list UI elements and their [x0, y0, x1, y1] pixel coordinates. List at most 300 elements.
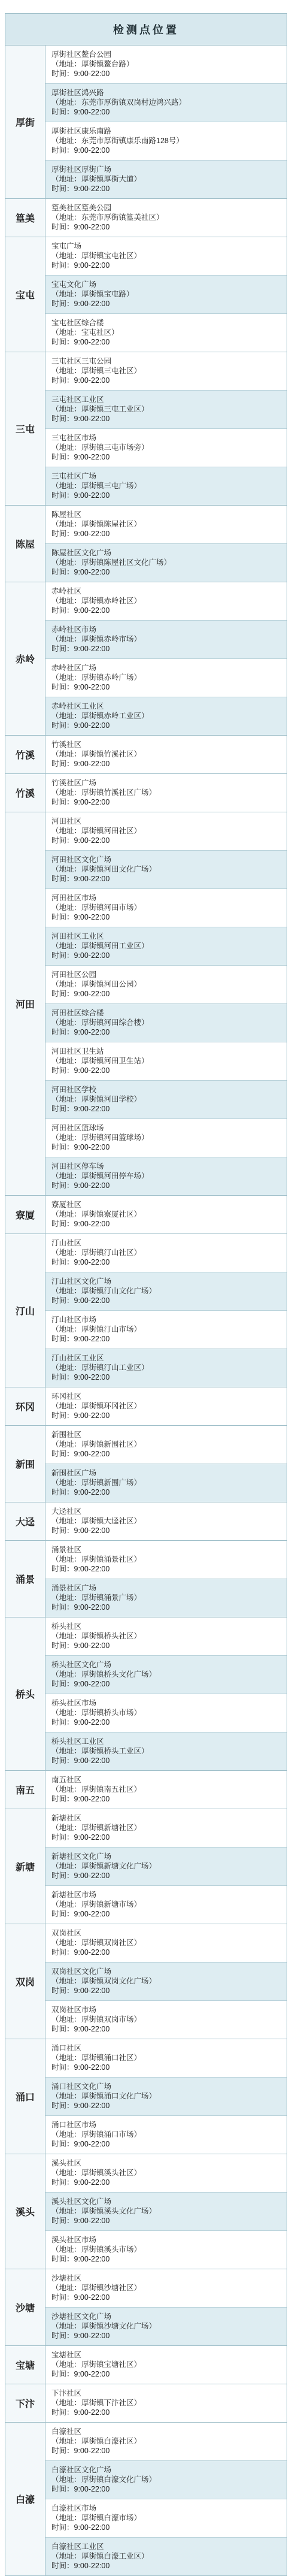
site-item [45, 851, 287, 889]
site-addr: （地址：厚街镇桥头文化广场） [51, 1670, 157, 1679]
site-name: 三屯社区广场 [51, 472, 97, 480]
town-row [5, 352, 287, 506]
site-addr: （地址：厚街镇新围广场） [51, 1479, 142, 1487]
site-name: 涌口社区 [51, 2044, 82, 2052]
site-time: 时间：9:00-22:00 [51, 2178, 110, 2187]
town-name: 白濠 [5, 2423, 45, 2575]
site-time: 时间：9:00-22:00 [51, 798, 110, 806]
site-name: 白濠社区 [51, 2427, 82, 2436]
town-grid [5, 46, 287, 2576]
site-addr: （地址：东莞市厚街镇篁美社区） [51, 213, 164, 222]
site-list [45, 2039, 287, 2154]
site-addr: （地址：厚街镇河田社区） [51, 827, 142, 835]
site-addr: （地址：厚街镇双岗市场） [51, 2015, 142, 2024]
site-name: 河田社区公园 [51, 970, 97, 979]
site-addr: （地址：厚街镇三屯市场旁） [51, 443, 149, 452]
site-addr: （地址：厚街镇白濠市场） [51, 2514, 142, 2522]
site-addr: （地址：厚街镇河田公园） [51, 980, 142, 988]
site-addr: （地址：厚街镇河田综合楼） [51, 1018, 149, 1027]
site-time: 时间：9:00-22:00 [51, 261, 110, 270]
site-item [45, 199, 287, 237]
site-name: 河田社区停车场 [51, 1162, 104, 1171]
site-addr: （地址：厚街镇新塘社区） [51, 1824, 142, 1832]
site-list [45, 237, 287, 352]
town-name: 桥头 [5, 1617, 45, 1770]
town-row [5, 774, 287, 812]
site-item [45, 2193, 287, 2231]
site-name: 河田社区市场 [51, 894, 97, 902]
site-addr: （地址：厚街镇赤岭广场） [51, 673, 142, 682]
site-item [45, 1656, 287, 1694]
site-addr: （地址：厚街镇沙塘社区） [51, 2284, 142, 2292]
site-item [45, 544, 287, 582]
site-addr: （地址：厚街镇竹溪社区） [51, 750, 142, 758]
site-item [45, 467, 287, 505]
site-item [45, 1733, 287, 1770]
site-time: 时间：9:00-22:00 [51, 1220, 110, 1228]
town-row [5, 2154, 287, 2269]
site-time: 时间：9:00-22:00 [51, 606, 110, 615]
site-addr: （地址：厚街镇河田学校） [51, 1095, 142, 1103]
town-row [5, 1809, 287, 1924]
site-name: 白濠社区工业区 [51, 2542, 104, 2551]
site-time: 时间：9:00-22:00 [51, 1258, 110, 1266]
site-time: 时间：9:00-22:00 [51, 1526, 110, 1535]
site-item [45, 391, 287, 429]
site-list [45, 812, 287, 1195]
site-time: 时间：9:00-22:00 [51, 453, 110, 461]
town-name: 竹溪 [5, 736, 45, 773]
town-name: 汀山 [5, 1234, 45, 1387]
site-name: 新塘社区市场 [51, 1891, 97, 1899]
site-item [45, 1157, 287, 1195]
site-name: 桥头社区市场 [51, 1699, 97, 1707]
site-addr: （地址：厚街镇宝屯社区） [51, 252, 142, 260]
site-item [45, 2078, 287, 2116]
site-name: 厚街社区康乐南路 [51, 127, 112, 135]
site-item [45, 2384, 287, 2422]
site-name: 新围社区广场 [51, 1469, 97, 1477]
site-item [45, 1502, 287, 1540]
site-name: 宝屯文化广场 [51, 280, 97, 289]
site-time: 时间：9:00-22:00 [51, 836, 110, 845]
site-time: 时间：9:00-22:00 [51, 69, 110, 78]
site-name: 汀山社区工业区 [51, 1354, 104, 1362]
site-item [45, 927, 287, 966]
site-time: 时间：9:00-22:00 [51, 760, 110, 768]
site-addr: （地址：厚街镇赤岭社区） [51, 597, 142, 605]
site-item [45, 314, 287, 352]
town-row [5, 237, 287, 352]
site-name: 双岗社区市场 [51, 2006, 97, 2014]
site-item [45, 2461, 287, 2499]
site-time: 时间：9:00-22:00 [51, 1181, 110, 1190]
site-name: 河田社区卫生站 [51, 1047, 104, 1056]
site-item [45, 736, 287, 773]
site-item [45, 161, 287, 198]
site-list [45, 1387, 287, 1425]
site-name: 竹溪社区广场 [51, 779, 97, 787]
site-time: 时间：9:00-22:00 [51, 1795, 110, 1803]
site-time: 时间：9:00-22:00 [51, 1488, 110, 1496]
site-item [45, 1426, 287, 1464]
site-time: 时间：9:00-22:00 [51, 913, 110, 921]
site-time: 时间：9:00-22:00 [51, 491, 110, 500]
site-time: 时间：9:00-22:00 [51, 530, 110, 538]
site-time: 时间：9:00-22:00 [51, 1450, 110, 1458]
site-addr: （地址：厚街镇三屯社区） [51, 367, 142, 375]
site-name: 双岗社区文化广场 [51, 1967, 112, 1976]
site-time: 时间：9:00-22:00 [51, 645, 110, 653]
site-time: 时间：9:00-22:00 [51, 1833, 110, 1842]
site-item [45, 1848, 287, 1886]
site-list [45, 1234, 287, 1387]
site-name: 涌口社区市场 [51, 2121, 97, 2129]
site-item [45, 1579, 287, 1617]
site-time: 时间：9:00-22:00 [51, 2025, 110, 2033]
site-addr: （地址：东莞市厚街镇康乐南路128号） [51, 137, 184, 145]
site-time: 时间：9:00-22:00 [51, 2217, 110, 2225]
site-item [45, 352, 287, 391]
site-name: 赤岭社区工业区 [51, 702, 104, 710]
town-row [5, 1387, 287, 1426]
site-time: 时间：9:00-22:00 [51, 146, 110, 155]
site-name: 三屯社区市场 [51, 434, 97, 442]
site-item [45, 1541, 287, 1579]
site-name: 沙塘社区文化广场 [51, 2312, 112, 2321]
site-name: 赤岭社区 [51, 587, 82, 595]
site-item [45, 1234, 287, 1272]
site-time: 时间：9:00-22:00 [51, 185, 110, 193]
site-name: 汀山社区文化广场 [51, 1277, 112, 1286]
site-name: 陈屋社区 [51, 510, 82, 519]
town-name: 涌景 [5, 1541, 45, 1617]
site-name: 汀山社区 [51, 1239, 82, 1247]
site-addr: （地址：厚街镇鳌台路） [51, 60, 134, 68]
site-time: 时间：9:00-22:00 [51, 1296, 110, 1305]
site-name: 篁美社区篁美公园 [51, 204, 112, 212]
site-list [45, 1196, 287, 1233]
town-name: 河田 [5, 812, 45, 1195]
town-name: 沙塘 [5, 2269, 45, 2345]
site-time: 时间：9:00-22:00 [51, 1373, 110, 1381]
site-time: 时间：9:00-22:00 [51, 2293, 110, 2302]
site-addr: （地址：厚街镇汀山市场） [51, 1325, 142, 1334]
site-time: 时间：9:00-22:00 [51, 108, 110, 116]
site-item [45, 1272, 287, 1311]
site-time: 时间：9:00-22:00 [51, 1028, 110, 1036]
site-name: 环冈社区 [51, 1392, 82, 1401]
site-addr: （地址：厚街镇环冈社区） [51, 1402, 142, 1410]
site-name: 厚街社区鳌台公园 [51, 50, 112, 59]
site-addr: （地址：厚街镇汀山文化广场） [51, 1287, 157, 1295]
site-name: 河田社区学校 [51, 1086, 97, 1094]
site-addr: （地址：宝屯社区） [51, 328, 119, 337]
town-name: 宝塘 [5, 2346, 45, 2384]
town-row [5, 2269, 287, 2346]
site-time: 时间：9:00-22:00 [51, 721, 110, 730]
site-time: 时间：9:00-22:00 [51, 1871, 110, 1880]
site-name: 沙塘社区 [51, 2274, 82, 2282]
site-name: 南五社区 [51, 1776, 82, 1784]
town-row [5, 2039, 287, 2154]
town-row [5, 506, 287, 582]
site-addr: （地址：厚街镇新塘文化广场） [51, 1862, 157, 1870]
site-list [45, 2154, 287, 2269]
site-name: 双岗社区 [51, 1929, 82, 1937]
site-item [45, 1311, 287, 1349]
site-time: 时间：9:00-22:00 [51, 1756, 110, 1765]
site-list [45, 2423, 287, 2575]
site-time: 时间：9:00-22:00 [51, 2485, 110, 2493]
site-name: 桥头社区工业区 [51, 1737, 104, 1746]
town-name: 陈屋 [5, 506, 45, 582]
site-item [45, 1771, 287, 1809]
site-addr: （地址：厚街镇河田文化广场） [51, 865, 157, 873]
site-list [45, 506, 287, 582]
site-item [45, 1349, 287, 1387]
site-addr: （地址：厚街镇宝塘社区） [51, 2360, 142, 2369]
site-item [45, 1081, 287, 1119]
site-item [45, 2308, 287, 2345]
site-item [45, 2039, 287, 2078]
site-addr: （地址：厚街镇涌景社区） [51, 1555, 142, 1564]
site-time: 时间：9:00-22:00 [51, 1565, 110, 1573]
site-addr: （地址：厚街镇溪头社区） [51, 2169, 142, 2177]
site-addr: （地址：厚街镇三屯工业区） [51, 405, 149, 413]
town-row [5, 1541, 287, 1617]
site-time: 时间：9:00-22:00 [51, 2370, 110, 2378]
site-name: 河田社区 [51, 817, 82, 826]
town-row [5, 1502, 287, 1541]
site-item [45, 2346, 287, 2384]
site-addr: （地址：厚街镇双岗文化广场） [51, 1977, 157, 1985]
site-addr: （地址：厚街镇厚街大道） [51, 175, 142, 183]
town-row [5, 736, 287, 774]
town-name: 赤岭 [5, 582, 45, 735]
site-item [45, 46, 287, 84]
site-addr: （地址：厚街镇新塘市场） [51, 1900, 142, 1909]
town-row [5, 1234, 287, 1387]
site-time: 时间：9:00-22:00 [51, 2255, 110, 2263]
site-item [45, 889, 287, 927]
site-name: 下汴社区 [51, 2389, 82, 2397]
site-time: 时间：9:00-22:00 [51, 875, 110, 883]
site-item [45, 122, 287, 161]
site-addr: （地址：厚街镇下汴社区） [51, 2399, 142, 2407]
town-row [5, 1617, 287, 1771]
town-name: 双岗 [5, 1924, 45, 2039]
site-name: 宝屯社区综合楼 [51, 319, 104, 327]
site-item [45, 1809, 287, 1848]
site-item [45, 1464, 287, 1502]
site-name: 大迳社区 [51, 1507, 82, 1516]
site-addr: （地址：厚街镇竹溪社区广场） [51, 788, 157, 797]
site-time: 时间：9:00-22:00 [51, 415, 110, 423]
town-row [5, 582, 287, 736]
site-time: 时间：9:00-22:00 [51, 1066, 110, 1075]
town-row [5, 199, 287, 237]
site-item [45, 1004, 287, 1042]
site-time: 时间：9:00-22:00 [51, 1411, 110, 1420]
town-row [5, 1196, 287, 1234]
site-time: 时间：9:00-22:00 [51, 1641, 110, 1650]
site-item [45, 966, 287, 1004]
town-row [5, 1924, 287, 2039]
town-name: 新塘 [5, 1809, 45, 1924]
site-time: 时间：9:00-22:00 [51, 2523, 110, 2532]
site-addr: （地址：厚街镇河田工业区） [51, 942, 149, 950]
site-item [45, 237, 287, 276]
site-item [45, 2001, 287, 2039]
town-name: 篁美 [5, 199, 45, 237]
site-addr: （地址：厚街镇河田篮球场） [51, 1133, 149, 1142]
site-addr: （地址：厚街镇河田卫生站） [51, 1057, 149, 1065]
site-item [45, 812, 287, 851]
town-name: 寮厦 [5, 1196, 45, 1233]
site-time: 时间：9:00-22:00 [51, 1910, 110, 1918]
town-name: 环冈 [5, 1387, 45, 1425]
site-list [45, 582, 287, 735]
site-list [45, 2269, 287, 2345]
site-time: 时间：9:00-22:00 [51, 2063, 110, 2072]
site-addr: （地址：厚街镇桥头工业区） [51, 1747, 149, 1755]
site-addr: （地址：厚街镇河田市场） [51, 903, 142, 912]
site-item [45, 697, 287, 735]
site-name: 寮厦社区 [51, 1201, 82, 1209]
site-name: 溪头社区文化广场 [51, 2197, 112, 2206]
town-name: 大迳 [5, 1502, 45, 1540]
site-time: 时间：9:00-22:00 [51, 338, 110, 346]
site-addr: （地址：厚街镇双岗社区） [51, 1939, 142, 1947]
town-name: 三屯 [5, 352, 45, 505]
site-item [45, 276, 287, 314]
site-name: 竹溪社区 [51, 740, 82, 749]
town-name: 溪头 [5, 2154, 45, 2269]
town-row [5, 2384, 287, 2423]
site-list [45, 2346, 287, 2384]
site-name: 三屯社区三屯公园 [51, 357, 112, 365]
site-addr: （地址：厚街镇汀山社区） [51, 1248, 142, 1257]
site-addr: （地址：厚街镇寮厦社区） [51, 1210, 142, 1219]
site-time: 时间：9:00-22:00 [51, 568, 110, 576]
town-row [5, 2423, 287, 2576]
site-name: 桥头社区 [51, 1622, 82, 1631]
site-time: 时间：9:00-22:00 [51, 1680, 110, 1688]
site-name: 三屯社区工业区 [51, 395, 104, 404]
site-addr: （地址：厚街镇汀山工业区） [51, 1363, 149, 1372]
site-name: 宝屯广场 [51, 242, 82, 250]
site-name: 河田社区综合楼 [51, 1009, 104, 1017]
site-addr: （地址：厚街镇白濠社区） [51, 2437, 142, 2445]
site-time: 时间：9:00-22:00 [51, 1718, 110, 1727]
site-addr: （地址：厚街镇赤岭市场） [51, 635, 142, 643]
site-item [45, 1924, 287, 1963]
site-time: 时间：9:00-22:00 [51, 2562, 110, 2570]
site-item [45, 2499, 287, 2538]
site-list [45, 1502, 287, 1540]
site-time: 时间：9:00-22:00 [51, 1987, 110, 1995]
site-addr: （地址：厚街镇溪头文化广场） [51, 2207, 157, 2215]
site-time: 时间：9:00-22:00 [51, 2140, 110, 2148]
site-name: 桥头社区文化广场 [51, 1661, 112, 1669]
site-item [45, 582, 287, 621]
site-list [45, 1541, 287, 1617]
site-item [45, 2269, 287, 2308]
town-row [5, 2346, 287, 2384]
site-addr: （地址：厚街镇桥头市场） [51, 1709, 142, 1717]
site-name: 溪头社区 [51, 2159, 82, 2167]
site-name: 陈屋社区文化广场 [51, 549, 112, 557]
site-addr: （地址：厚街镇涌口文化广场） [51, 2092, 157, 2100]
town-name: 竹溪 [5, 774, 45, 812]
site-item [45, 659, 287, 697]
site-addr: （地址：厚街镇沙塘文化广场） [51, 2322, 157, 2330]
town-name: 南五 [5, 1771, 45, 1809]
site-item [45, 2231, 287, 2269]
site-addr: （地址：东莞市厚街镇双岗村边鸿兴路） [51, 98, 187, 107]
site-time: 时间：9:00-22:00 [51, 683, 110, 691]
site-item [45, 2116, 287, 2154]
town-name: 新围 [5, 1426, 45, 1502]
site-list [45, 199, 287, 237]
site-name: 白濠社区市场 [51, 2504, 97, 2512]
site-time: 时间：9:00-22:00 [51, 376, 110, 385]
site-addr: （地址：厚街镇溪头市场） [51, 2245, 142, 2254]
site-addr: （地址：厚街镇陈屋社区） [51, 520, 142, 528]
site-item [45, 1387, 287, 1425]
site-name: 河田社区篮球场 [51, 1124, 104, 1132]
town-name: 下汴 [5, 2384, 45, 2422]
site-time: 时间：9:00-22:00 [51, 223, 110, 231]
site-time: 时间：9:00-22:00 [51, 2408, 110, 2417]
site-time: 时间：9:00-22:00 [51, 2102, 110, 2110]
site-list [45, 1809, 287, 1924]
site-item [45, 2423, 287, 2461]
site-list [45, 2384, 287, 2422]
town-name: 厚街 [5, 46, 45, 198]
site-list [45, 774, 287, 812]
site-addr: （地址：厚街镇涌口社区） [51, 2054, 142, 2062]
site-name: 赤岭社区广场 [51, 664, 97, 672]
site-time: 时间：9:00-22:00 [51, 1603, 110, 1611]
site-item [45, 84, 287, 122]
site-time: 时间：9:00-22:00 [51, 2447, 110, 2455]
site-name: 宝塘社区 [51, 2351, 82, 2359]
site-name: 赤岭社区市场 [51, 625, 97, 634]
site-list [45, 736, 287, 773]
site-addr: （地址：厚街镇陈屋社区文化广场） [51, 558, 172, 567]
site-name: 新塘社区文化广场 [51, 1852, 112, 1861]
testing-sites-table [5, 0, 287, 2576]
site-addr: （地址：厚街镇涌口市场） [51, 2130, 142, 2139]
site-name: 河田社区文化广场 [51, 855, 112, 864]
site-item [45, 621, 287, 659]
site-name: 厚街社区鸿兴路 [51, 89, 104, 97]
site-name: 新塘社区 [51, 1814, 82, 1822]
site-addr: （地址：厚街镇河田停车场） [51, 1172, 149, 1180]
site-list [45, 46, 287, 198]
site-name: 新围社区 [51, 1431, 82, 1439]
site-list [45, 352, 287, 505]
site-time: 时间：9:00-22:00 [51, 1335, 110, 1343]
site-addr: （地址：厚街镇三屯广场） [51, 482, 142, 490]
site-item [45, 1694, 287, 1733]
site-name: 涌口社区文化广场 [51, 2082, 112, 2091]
site-item [45, 1119, 287, 1157]
town-name: 宝屯 [5, 237, 45, 352]
site-list [45, 1771, 287, 1809]
